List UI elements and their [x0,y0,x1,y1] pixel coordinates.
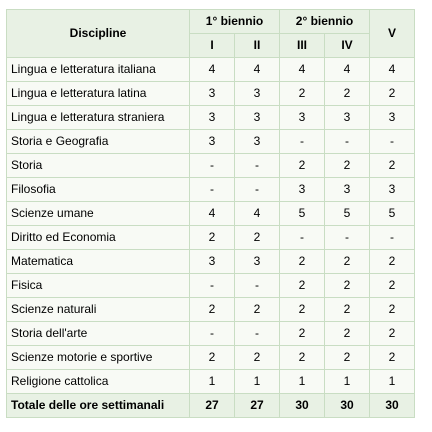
hours-cell: 2 [370,298,414,321]
hours-cell: - [190,274,234,297]
hours-cell: 4 [190,202,234,225]
total-row [7,394,414,417]
table-row [7,250,414,273]
hours-cell: 3 [370,106,414,129]
hours-cell: 1 [325,370,369,393]
hours-cell: 2 [235,298,279,321]
hours-cell: 4 [325,58,369,81]
hours-cell: - [370,226,414,249]
hours-cell: - [235,322,279,345]
discipline-name: Matematica [7,250,189,273]
hours-cell: 2 [325,274,369,297]
hours-cell: 2 [280,274,324,297]
hours-cell: - [235,154,279,177]
hours-cell: 2 [370,250,414,273]
hours-cell: 3 [190,250,234,273]
discipline-name: Storia dell'arte [7,322,189,345]
hours-cell: - [280,226,324,249]
discipline-name: Storia [7,154,189,177]
hours-cell: 3 [280,106,324,129]
hours-cell: 3 [235,106,279,129]
hours-cell: 2 [280,298,324,321]
hours-cell: 1 [235,370,279,393]
discipline-name: Diritto ed Economia [7,226,189,249]
discipline-name: Scienze naturali [7,298,189,321]
table-row [7,106,414,129]
table-body [7,58,414,393]
total-value: 27 [190,394,234,417]
header-row-groups [7,10,414,33]
hours-cell: - [235,178,279,201]
hours-cell: 3 [235,250,279,273]
hours-cell: - [190,322,234,345]
hours-cell: 2 [325,298,369,321]
hours-cell: 2 [190,346,234,369]
hours-cell: 3 [235,82,279,105]
hours-cell: 2 [370,346,414,369]
hours-cell: 5 [370,202,414,225]
hours-cell: 2 [280,250,324,273]
table-row [7,346,414,369]
hours-cell: 2 [370,82,414,105]
hours-cell: 1 [280,370,324,393]
discipline-name: Lingua e letteratura latina [7,82,189,105]
hours-cell: - [190,178,234,201]
total-value: 30 [280,394,324,417]
discipline-name: Scienze umane [7,202,189,225]
hours-cell: 2 [280,322,324,345]
table-row [7,298,414,321]
hours-cell: 2 [235,226,279,249]
hours-cell: 2 [190,226,234,249]
hours-cell: 3 [190,106,234,129]
hours-cell: 4 [370,58,414,81]
hours-cell: 5 [325,202,369,225]
table-row [7,58,414,81]
table-row [7,202,414,225]
total-value: 30 [370,394,414,417]
hours-cell: 2 [325,154,369,177]
hours-cell: 4 [190,58,234,81]
hours-cell: 4 [235,58,279,81]
table-row [7,370,414,393]
hours-cell: 2 [280,346,324,369]
hours-cell: 5 [280,202,324,225]
hours-cell: 2 [325,346,369,369]
hours-cell: 2 [325,322,369,345]
year-header-4: IV [325,34,369,57]
year-header-5: V [370,10,414,57]
discipline-name: Lingua e letteratura straniera [7,106,189,129]
table-row [7,178,414,201]
hours-cell: 4 [280,58,324,81]
timetable-container [6,9,415,418]
discipline-name: Lingua e letteratura italiana [7,58,189,81]
total-label: Totale delle ore settimanali [7,394,189,417]
total-value: 30 [325,394,369,417]
table-row [7,274,414,297]
year-header-1: I [190,34,234,57]
hours-cell: - [325,130,369,153]
discipline-name: Religione cattolica [7,370,189,393]
biennio1-header: 1° biennio [190,10,279,33]
hours-cell: 3 [370,178,414,201]
total-value: 27 [235,394,279,417]
hours-cell: 2 [325,82,369,105]
hours-cell: - [235,274,279,297]
table-row [7,226,414,249]
hours-cell: 2 [190,298,234,321]
hours-cell: 3 [190,82,234,105]
discipline-header: Discipline [7,10,189,57]
hours-cell: 3 [325,178,369,201]
discipline-name: Filosofia [7,178,189,201]
hours-cell: 2 [370,154,414,177]
hours-table [6,9,415,418]
biennio2-header: 2° biennio [280,10,369,33]
table-row [7,154,414,177]
hours-cell: 3 [325,106,369,129]
hours-cell: 2 [235,346,279,369]
discipline-name: Scienze motorie e sportive [7,346,189,369]
table-row [7,322,414,345]
hours-cell: - [370,130,414,153]
hours-cell: 1 [370,370,414,393]
hours-cell: 2 [280,154,324,177]
hours-cell: 2 [280,82,324,105]
discipline-name: Storia e Geografia [7,130,189,153]
hours-cell: 4 [235,202,279,225]
hours-cell: 2 [325,250,369,273]
hours-cell: 2 [370,322,414,345]
hours-cell: 3 [280,178,324,201]
table-row [7,130,414,153]
year-header-3: III [280,34,324,57]
hours-cell: - [280,130,324,153]
discipline-name: Fisica [7,274,189,297]
hours-cell: 3 [190,130,234,153]
hours-cell: 1 [190,370,234,393]
hours-cell: - [325,226,369,249]
table-row [7,82,414,105]
hours-cell: 3 [235,130,279,153]
hours-cell: 2 [370,274,414,297]
year-header-2: II [235,34,279,57]
hours-cell: - [190,154,234,177]
